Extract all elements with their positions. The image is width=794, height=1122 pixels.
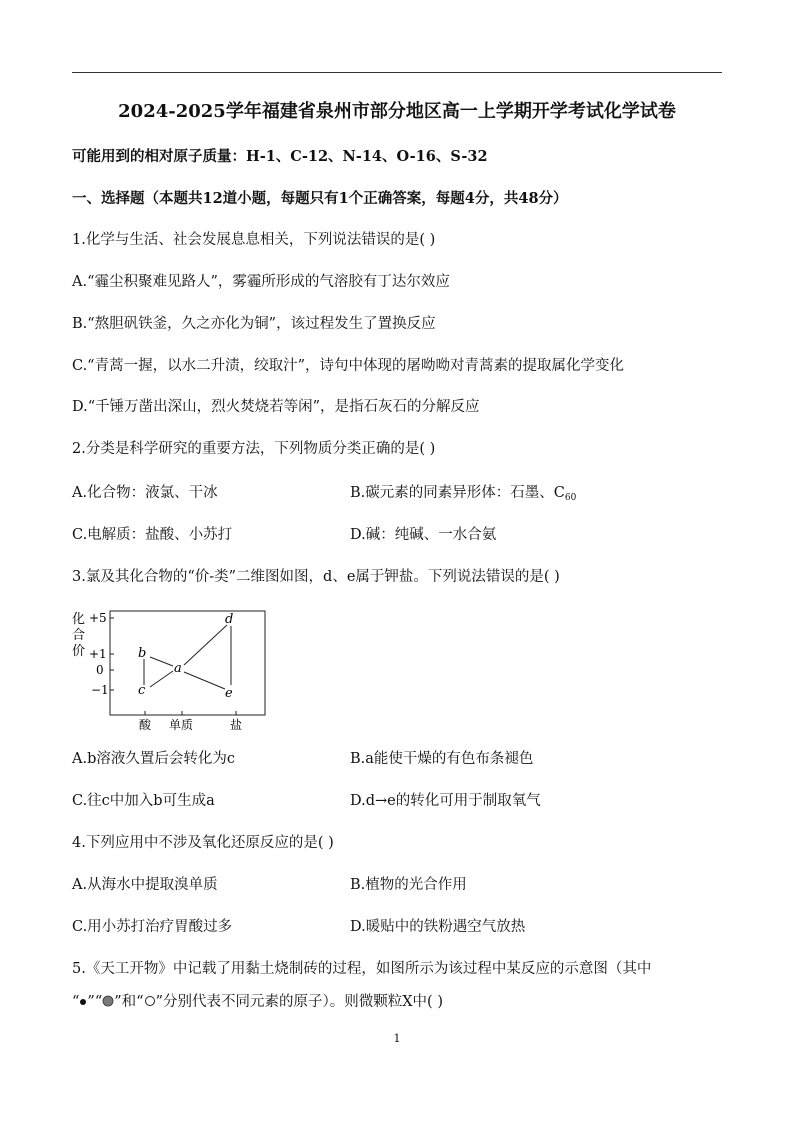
link-c-a [150, 671, 173, 687]
y-label-char: 价 [72, 644, 86, 659]
q1-option-c: C.“青蒿一握，以水二升渍，绞取汁”，诗句中体现的屠呦呦对青蒿素的提取属化学变化 [72, 358, 625, 374]
q4-option-c: C.用小苏打治疗胃酸过多 [72, 919, 233, 935]
exam-title: 2024-2025学年福建省泉州市部分地区高一上学期开学考试化学试卷 [118, 101, 676, 122]
y-label-char: 化 [72, 612, 86, 627]
point-c: c [138, 683, 146, 698]
atomic-masses: 可能用到的相对原子质量：H-1、C-12、N-14、O-16、S-32 [72, 148, 488, 165]
plot-frame [110, 611, 265, 715]
q5-quote: ”和“ [114, 994, 144, 1010]
q4-option-a: A.从海水中提取溴单质 [72, 877, 218, 893]
q2-option-a: A.化合物：液氯、干冰 [72, 485, 218, 501]
q1-option-b: B.“熬胆矾铁釜，久之亦化为铜”，该过程发生了置换反应 [72, 316, 436, 332]
point-a: a [174, 661, 182, 676]
q3-option-d: D.d→e的转化可用于制取氧气 [350, 793, 541, 809]
page-number: 1 [393, 1032, 401, 1045]
y-tick-label: 0 [96, 663, 104, 677]
q5-quote: ”“ [87, 994, 103, 1010]
q2-stem: 2.分类是科学研究的重要方法，下列物质分类正确的是( ) [72, 441, 436, 457]
section-heading: 一、选择题（本题共12道小题，每题只有1个正确答案，每题4分，共48分） [72, 190, 568, 207]
y-tick-label: +5 [89, 611, 107, 625]
q5-stem-line2 [72, 992, 443, 1012]
x-tick-label: 单质 [169, 718, 194, 732]
q5-stem-line1: 5.《天工开物》中记载了用黏土烧制砖的过程，如图所示为该过程中某反应的示意图（其中 [72, 961, 652, 977]
q2-option-b-subscript: 60 [564, 493, 577, 503]
y-tick-label: −1 [91, 683, 109, 697]
q2-option-c: C.电解质：盐酸、小苏打 [72, 527, 233, 543]
q2-option-b-text: B.碳元素的同素异形体：石墨、C [350, 485, 565, 501]
link-a-e [184, 672, 225, 689]
q3-option-a: A.b溶液久置后会转化为c [72, 751, 235, 767]
link-b-a [150, 657, 173, 666]
y-label-char: 合 [72, 628, 86, 643]
q4-option-d: D.暖贴中的铁粉遇空气放热 [350, 919, 526, 935]
q3-option-b: B.a能使干燥的有色布条褪色 [350, 751, 534, 767]
q3-stem: 3.氯及其化合物的“价-类”二维图如图，d、e属于钾盐。下列说法错误的是( ) [72, 569, 560, 585]
point-b: b [138, 646, 147, 661]
point-e: e [225, 686, 233, 701]
white-atom-icon [144, 995, 156, 1007]
gray-atom-icon [102, 995, 114, 1007]
q1-option-d: D.“千锤万凿出深山，烈火焚烧若等闲”，是指石灰石的分解反应 [72, 399, 480, 415]
q3-option-c: C.往c中加入b可生成a [72, 793, 215, 809]
q4-option-b: B.植物的光合作用 [350, 877, 467, 893]
q2-option-d: D.碱：纯碱、一水合氨 [350, 527, 497, 543]
link-a-d [184, 625, 227, 665]
valence-class-diagram [70, 603, 270, 735]
point-d: d [225, 612, 234, 627]
q5-quote: “ [72, 994, 80, 1010]
x-tick-label: 盐 [230, 718, 243, 732]
header-rule [72, 72, 722, 73]
q4-stem: 4.下列应用中不涉及氧化还原反应的是( ) [72, 835, 334, 851]
x-tick-label: 酸 [139, 718, 152, 732]
q5-stem-tail: ”分别代表不同元素的原子）。则微颗粒X中( ) [155, 994, 443, 1010]
q2-option-b [350, 483, 576, 508]
q1-option-a: A.“霾尘积聚难见路人”，雾霾所形成的气溶胶有丁达尔效应 [72, 274, 450, 290]
q1-stem: 1.化学与生活、社会发展息息相关，下列说法错误的是( ) [72, 232, 436, 248]
y-tick-label: +1 [89, 647, 107, 661]
